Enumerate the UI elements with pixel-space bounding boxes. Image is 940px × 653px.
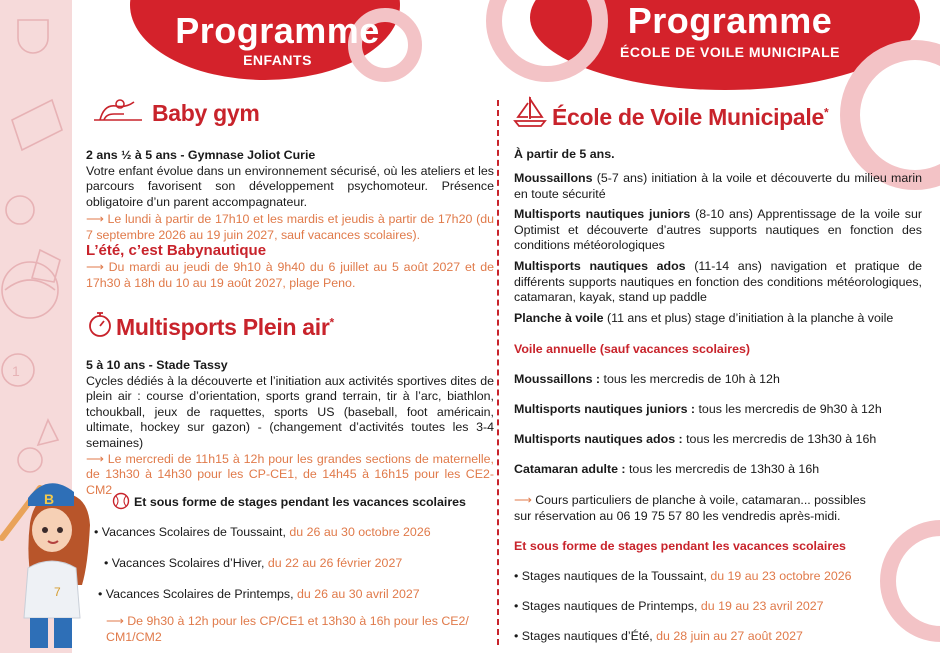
arrow-icon: ⟶ [514, 493, 536, 507]
svg-text:B: B [44, 491, 55, 507]
sailing-program-item: Moussaillons (5-7 ans) initiation à la voile et découverte du milieu marin en toute sécurité [514, 171, 922, 201]
annual-item: Moussaillons : tous les mercredis de 10h à 12h [514, 372, 780, 386]
arrow-icon: ⟶ [86, 260, 109, 274]
babygym-subtitle: 2 ans ½ à 5 ans - Gymnase Joliot Curie [86, 148, 316, 162]
sailing-school-title: École de Voile Municipale* [552, 104, 829, 130]
svg-text:1: 1 [12, 363, 20, 379]
multisports-schedule: ⟶ Le mercredi de 11h15 à 12h pour les grandes sections de maternelle, de 13h30 à 14h30 pour les CP-CE1, de 14h45 à 16h15 pour les CE2-CM2 [86, 451, 494, 497]
left-banner-subtitle: ENFANTS [243, 52, 312, 68]
stopwatch-icon [88, 310, 112, 338]
annual-sailing-title: Voile annuelle (sauf vacances scolaires) [514, 342, 750, 356]
multisports-stage-item: • Vacances Scolaires d’Hiver, du 22 au 26 février 2027 [104, 556, 403, 570]
annual-item: Catamaran adulte : tous les mercredis de 13h30 à 16h [514, 462, 820, 476]
babygym-schedule: ⟶ Le lundi à partir de 17h10 et les mardis et jeudis à partir de 17h20 (du 7 septembre 2026 au 19 juin 2027, sauf vacances scolaires). [86, 212, 494, 242]
multisports-stage-item: • Vacances Scolaires de Printemps, du 26 au 30 avril 2027 [98, 587, 420, 601]
sailboat-icon [512, 94, 548, 128]
babygym-description: Votre enfant évolue dans un environnement sécurisé, où les ateliers et les parcours favorisent son développement psychomoteur. Présence obligatoire d’un parent accompagnateur. [86, 163, 494, 209]
multisports-subtitle: 5 à 10 ans - Stade Tassy [86, 358, 228, 372]
babynautique-schedule: ⟶ Du mardi au jeudi de 9h10 à 9h40 du 6 juillet au 5 août 2027 et de 17h30 à 18h du 10 au 19 août 2027, plage Peno. [86, 260, 494, 290]
svg-text:7: 7 [54, 585, 61, 599]
annual-item: Multisports nautiques ados : tous les mercredis de 13h30 à 16h [514, 432, 877, 446]
private-lessons: ⟶ Cours particuliers de planche à voile, catamaran... possibles sur réservation au 06 19 75 57 80 les vendredis après-midi. [514, 493, 866, 523]
right-banner-title: Programme [627, 0, 833, 41]
sailing-program-item: Multisports nautiques ados (11-14 ans) navigation et pratique de différents supports nautiques en fonction des conditions météorologiques, catamaran, kayak, stand up paddle [514, 259, 922, 305]
sailing-age: À partir de 5 ans. [514, 147, 615, 161]
column-divider [497, 100, 499, 645]
left-banner-title: Programme [175, 10, 380, 51]
arrow-icon: ⟶ [86, 451, 108, 466]
arrow-icon: ⟶ [86, 212, 108, 227]
multisports-stages-hours: ⟶ De 9h30 à 12h pour les CP/CE1 et 13h30 à 16h pour les CE2/ CM1/CM2 [106, 614, 469, 644]
sailing-program-item: Planche à voile (11 ans et plus) stage d’initiation à la planche à voile [514, 311, 894, 325]
babygym-block [86, 148, 494, 244]
baby-stroller-icon [90, 98, 148, 126]
multisports-stages-title: Et sous forme de stages pendant les vacances scolaires [134, 495, 466, 509]
babynautique-title: L’été, c’est Babynautique [86, 242, 267, 259]
right-banner-subtitle: ÉCOLE DE VOILE MUNICIPALE [620, 44, 840, 60]
baseball-icon [112, 492, 130, 510]
arrow-icon: ⟶ [106, 614, 128, 628]
multisports-title: Multisports Plein air* [116, 314, 334, 340]
sailing-stage-item: • Stages nautiques de Printemps, du 19 au 23 avril 2027 [514, 599, 824, 613]
multisports-description: Cycles dédiés à la découverte et l’initiation aux activités sportives dites de plein air : course d’orientation, sports grand terrain, tir à l’arc, biathlon, tchoukball, jeux de raquettes, sports US (baseball, foot américain, ultimate, hockey sur gazon) - (changement d’activités toutes les 3-4 semaines) [86, 373, 494, 450]
babygym-title: Baby gym [152, 100, 260, 126]
multisports-block [86, 358, 494, 498]
sailing-stage-item: • Stages nautiques de la Toussaint, du 19 au 23 octobre 2026 [514, 569, 852, 583]
sailing-program-item: Multisports nautiques juniors (8-10 ans) Apprentissage de la voile sur Optimist et découverte d’autres supports nautiques en fonction des conditions météorologiques [514, 207, 922, 253]
baseball-girl-illustration [0, 478, 100, 653]
sailing-stage-item: • Stages nautiques d’Été, du 28 juin au 27 août 2027 [514, 629, 803, 643]
sailing-stages-title: Et sous forme de stages pendant les vacances scolaires [514, 539, 846, 553]
annual-item: Multisports nautiques juniors : tous les mercredis de 9h30 à 12h [514, 402, 882, 416]
multisports-stage-item: • Vacances Scolaires de Toussaint, du 26 au 30 octobre 2026 [94, 525, 431, 539]
